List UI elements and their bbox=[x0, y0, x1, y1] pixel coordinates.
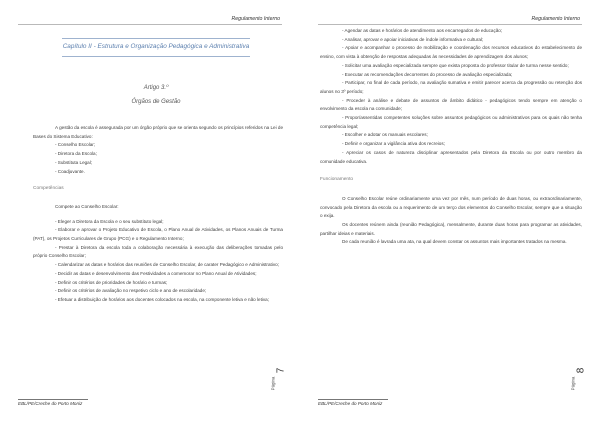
list-item: - Executar as recomendações decorrentes do processo de avaliação especializada; bbox=[342, 71, 513, 77]
list-item: - Proceder à análise e debate de assuntos de âmbito didático - pedagógicos tendo sempre em atenção o envolvimento da escola na comunidade; bbox=[320, 97, 582, 112]
left-body bbox=[33, 124, 283, 305]
list-item: - Eleger a Diretora da Escola e o seu substituto legal; bbox=[55, 218, 164, 224]
list-item: - Definir os critérios de avaliação no respetivo ciclo e ano de escolaridade; bbox=[55, 288, 207, 294]
list-item: - Decidir as datas e desenvolvimento das Festividades a comemorar no Plano Anual de Atividades; bbox=[55, 270, 257, 276]
page-number-label bbox=[570, 367, 587, 395]
paragraph: O Conselho Escolar reúne ordinariamente uma vez por mês, num período de duas horas, ou extraordinariamente, convocado pela Diretora da escola ou a requerimento de um terço dos elementos do Conselho Escolar, sempre que a situação o exija. bbox=[320, 195, 582, 219]
footer-text: EBL/PE/Creche do Porto Moniz bbox=[18, 401, 83, 406]
funcionamento-heading: Funcionamento bbox=[320, 177, 354, 183]
list-item: - Efetuar a distribuição de horários aos docentes colocados na escola, na componente letiva e não letiva; bbox=[55, 296, 269, 302]
header-rule bbox=[18, 24, 282, 25]
list-item: - Solicitar uma avaliação especializada sempre que exista proposta do professor titular de turma nesse sentido; bbox=[342, 62, 569, 68]
footer-text: EBL/PE/Creche do Porto Moniz bbox=[318, 401, 383, 406]
list-item: - Definir os critérios de prioridades de horário e turmas; bbox=[55, 279, 168, 285]
page-number: 7 bbox=[275, 367, 287, 374]
list-item: - Diretora da Escola; bbox=[55, 151, 97, 157]
header-rule bbox=[318, 24, 582, 25]
footer-rule bbox=[18, 399, 88, 400]
list-item: - Coadjuvante. bbox=[55, 168, 85, 174]
list-item: - Propor/assentidas competentes soluções sobre assuntos pedagógicos ou administrativos para os quais não tenha competência legal; bbox=[320, 115, 582, 129]
list-item: - Analisar, aprovar e apoiar iniciativas de índole informativa e cultural; bbox=[342, 36, 484, 42]
list-item: - Substituta Legal; bbox=[55, 159, 93, 165]
page-label-text: Página bbox=[270, 376, 276, 391]
chapter-title: Capítulo II - Estrutura e Organização Pedagógica e Administrativa bbox=[62, 38, 250, 57]
list-item: - Conselho Escolar; bbox=[55, 142, 96, 148]
intro-paragraph: A gestão da escola é assegurada por um órgão próprio que se orienta segundo os princípios referidos na Lei de Bases do Sistema Educativo: bbox=[33, 125, 283, 139]
article-label: Artigo 3.º bbox=[143, 85, 169, 91]
list-item: - Agendar as datas e horários de atendimento aos encarregados de educação; bbox=[342, 28, 503, 33]
list-item: - Elaborar e aprovar o Projeto Educativo de Escola, o Plano Anual de Atividades, os Planos Anuais de Turma (PAT), os Projetos Curriculares de Grupo (PCG) e o Regulamento Interno; bbox=[33, 227, 283, 242]
section-title: Órgãos de Gestão bbox=[131, 99, 181, 105]
paragraph: Os docentes reúnem ainda (reunião Pedagógica), mensalmente, durante duas horas para programar as atividades, partilhar ideias e materiais. bbox=[320, 222, 582, 236]
list-item: - Participar, no final de cada período, na avaliação sumativa e emitir parecer acerca da progressão ou retenção dos alunos no 3º período; bbox=[320, 80, 582, 94]
page-number-label bbox=[270, 367, 287, 395]
page-number: 8 bbox=[575, 367, 587, 374]
paragraph: De cada reunião é lavrada uma ata, na qual devem constar os assuntos mais importantes tratados na mesma. bbox=[342, 239, 567, 245]
right-body bbox=[320, 27, 582, 247]
page-8 bbox=[300, 0, 600, 424]
council-heading: Compete ao Conselho Escolar: bbox=[55, 203, 119, 209]
running-header: Regulamento Interno bbox=[231, 16, 280, 22]
list-item: - Definir e organizar a vigilância ativa dos recreios; bbox=[342, 141, 445, 147]
list-item: - Calendarizar as datas e horários das reuniões de Conselho Escolar, de carater Pedagógico e Administrativo; bbox=[55, 262, 279, 268]
list-item: - Prestar à Diretora da escola toda a colaboração necessária à execução das deliberações tomadas pelo próprio Conselho Escolar; bbox=[33, 244, 283, 259]
list-item: - Escolher e adotar os manuais escolares; bbox=[342, 132, 428, 138]
competencias-heading: Competências bbox=[33, 186, 64, 192]
footer-rule bbox=[318, 399, 388, 400]
list-item: - Apreciar os casos de natureza disciplinar apresentados pela Diretora da Escola ou por outro membro da comunidade educativa. bbox=[320, 149, 582, 164]
page-label-text: Página bbox=[570, 376, 576, 391]
list-item: - Apoiar e acompanhar o processo de mobilização e coordenação dos recursos educativos do estabelecimento de ensino, com vista à obtenção de respostas adequadas às necessidades de aprendizagem dos alunos; bbox=[320, 45, 582, 60]
running-header: Regulamento Interno bbox=[531, 16, 580, 22]
